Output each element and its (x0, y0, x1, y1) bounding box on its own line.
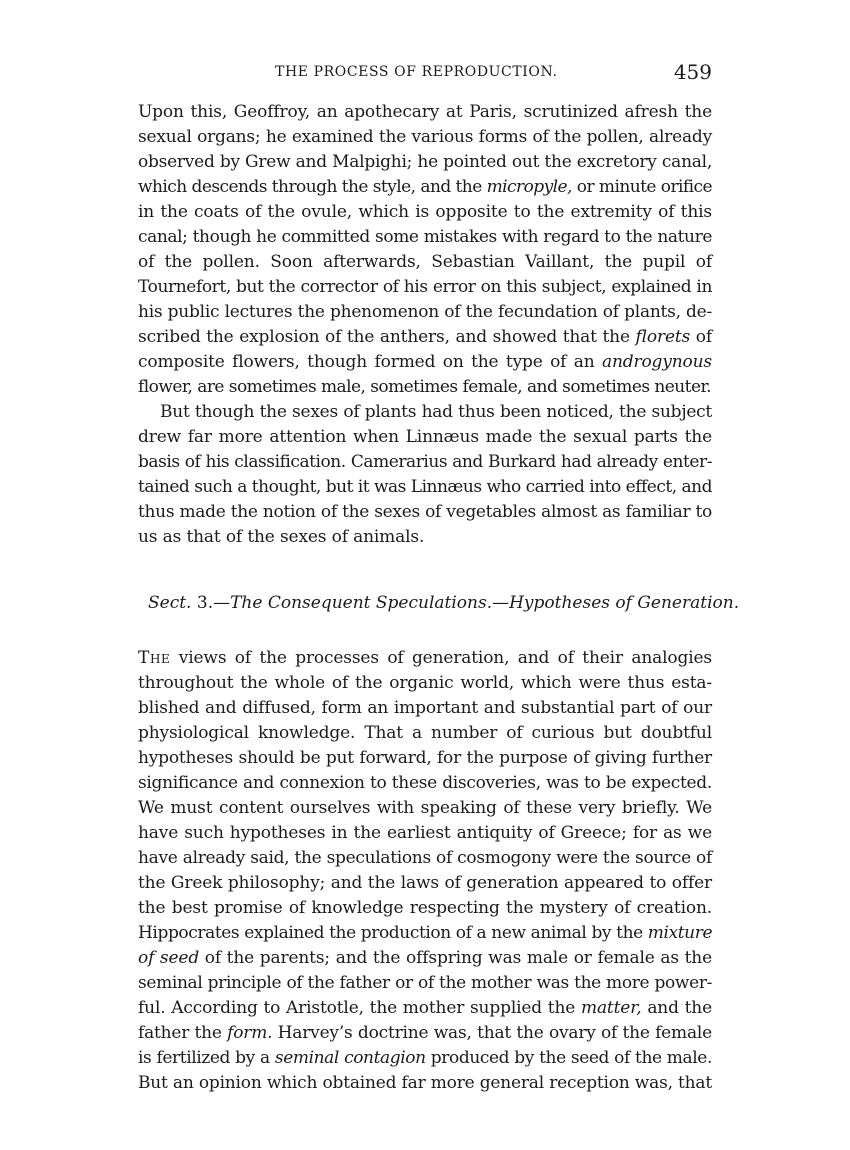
text-line: But though the sexes of plants had thus been noticed, the subject (160, 402, 712, 422)
text-line: of seed of the parents; and the offspring was male or female as the (138, 948, 713, 968)
text-line: sexual organs; he examined the various forms of the pollen, already (138, 127, 712, 147)
text-line: ful. According to Aristotle, the mother supplied the matter, and the (138, 998, 712, 1018)
text-line: significance and connexion to these discoveries, was to be expected. (138, 773, 712, 793)
section-title: The Consequent Speculations.—Hypotheses of Generation. (230, 593, 740, 613)
section-label: Sect. (148, 593, 192, 613)
text-line: Upon this, Geoffroy, an apothecary at Paris, scrutinized afresh the (138, 102, 712, 122)
running-head (138, 60, 712, 90)
text-line: canal; though he committed some mistakes with regard to the nature (138, 227, 712, 247)
text-line: scribed the explosion of the anthers, and showed that the florets of (138, 327, 712, 347)
italic-term-androgynous: androgynous (601, 352, 712, 372)
text-line: basis of his classification. Camerarius and Burkard had already enter- (138, 452, 712, 472)
text-line: have already said, the speculations of cosmogony were the source of (138, 848, 712, 868)
italic-term-micropyle: micropyle, (486, 177, 572, 197)
section-heading (148, 593, 739, 613)
running-title: THE PROCESS OF REPRODUCTION. (275, 64, 558, 80)
text-line: flower, are sometimes male, sometimes female, and sometimes neuter. (138, 377, 712, 397)
text-line: us as that of the sexes of animals. (138, 527, 425, 547)
italic-term-form: form. (227, 1023, 273, 1043)
text-line: The views of the processes of generation, and of their analogies (138, 648, 712, 668)
text-line: the Greek philosophy; and the laws of generation appeared to offer (138, 873, 712, 893)
text-line: composite flowers, though formed on the type of an androgynous (138, 352, 712, 372)
text-line: in the coats of the ovule, which is opposite to the extremity of this (138, 202, 712, 222)
text-line: But an opinion which obtained far more general reception was, that (138, 1073, 712, 1093)
text-line: hypotheses should be put forward, for the purpose of giving further (138, 748, 712, 768)
text-line: thus made the notion of the sexes of vegetables almost as familiar to (138, 502, 712, 522)
italic-term-of-seed: of seed (138, 948, 200, 968)
italic-term-matter: matter, (580, 998, 642, 1018)
text-line: tained such a thought, but it was Linnæus who carried into effect, and (138, 477, 712, 497)
text-line: the best promise of knowledge respecting the mystery of creation. (138, 898, 712, 918)
text-line: which descends through the style, and the micropyle, or minute orifice (138, 177, 713, 197)
text-line: seminal principle of the father or of the mother was the more power- (138, 973, 712, 993)
text-line: father the form. Harvey’s doctrine was, that the ovary of the female (138, 1023, 712, 1043)
italic-term-mixture: mixture (647, 923, 713, 943)
text-line: We must content ourselves with speaking of these very briefly. We (138, 798, 712, 818)
text-line: drew far more attention when Linnæus made the sexual parts the (138, 427, 712, 447)
text-line: Hippocrates explained the production of a new animal by the mixture (138, 923, 713, 943)
text-line: throughout the whole of the organic world, which were thus esta- (138, 673, 712, 693)
text-line: blished and diffused, form an important and substantial part of our (138, 698, 712, 718)
text-line: observed by Grew and Malpighi; he pointed out the excretory canal, (138, 152, 712, 172)
italic-term-seminal-contagion: seminal contagion (274, 1048, 426, 1068)
italic-term-florets: florets (635, 327, 691, 347)
small-caps-opening: The (138, 648, 171, 668)
text-line: is fertilized by a seminal contagion produced by the seed of the male. (138, 1048, 712, 1068)
section-number: 3.— (191, 593, 231, 613)
text-line: physiological knowledge. That a number of curious but doubtful (138, 723, 712, 743)
page-number: 459 (673, 60, 712, 84)
text-line: his public lectures the phenomenon of the fecundation of plants, de- (138, 302, 712, 322)
text-line: Tournefort, but the corrector of his error on this subject, explained in (138, 277, 712, 297)
text-line: of the pollen. Soon afterwards, Sebastian Vaillant, the pupil of (138, 252, 712, 272)
text-line: have such hypotheses in the earliest antiquity of Greece; for as we (138, 823, 712, 843)
